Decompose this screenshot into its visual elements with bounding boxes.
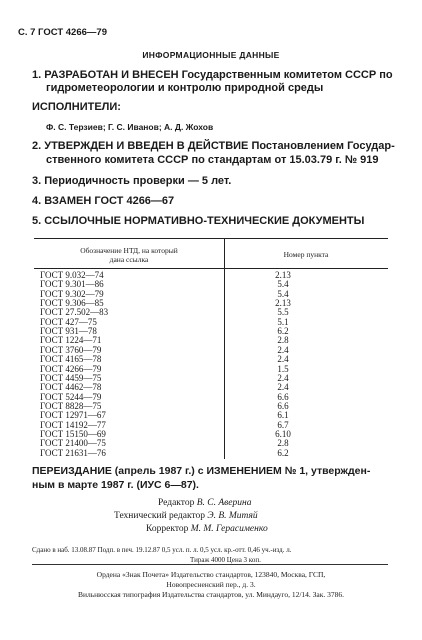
page-header: С. 7 ГОСТ 4266—79: [18, 27, 107, 38]
table-cell-doc: ГОСТ 427—75: [40, 316, 97, 327]
table-cell-point: 6.6: [277, 391, 289, 402]
table-cell-point: 6.1: [277, 410, 289, 421]
table-cell-point: 2.4: [277, 382, 289, 393]
table-cell-point: 1.5: [277, 363, 289, 374]
references-table: [34, 238, 388, 459]
table-cell-doc: ГОСТ 9.306—85: [40, 298, 104, 309]
section-1-line-2: гидрометеорологии и контролю природной среды: [46, 82, 324, 94]
section-5: 5. ССЫЛОЧНЫЕ НОРМАТИВНО-ТЕХНИЧЕСКИЕ ДОКУМЕНТЫ: [32, 215, 365, 227]
publisher-line-1: Ордена «Знак Почета» Издательство стандартов, 123840, Москва, ГСП,: [96, 570, 326, 579]
table-cell-doc: ГОСТ 4266—79: [40, 363, 102, 374]
table-cell-point: 2.4: [277, 354, 289, 365]
table-cell-doc: ГОСТ 27.502—83: [40, 307, 109, 318]
table-cell-doc: ГОСТ 9.032—74: [40, 270, 104, 280]
table-cell-doc: ГОСТ 3760—79: [40, 344, 102, 355]
executors-list: Ф. С. Терзиев; Г. С. Иванов; А. Д. Жохов: [46, 122, 214, 132]
table-cell-point: 2.4: [277, 344, 289, 355]
table-cell-point: 6.2: [277, 447, 289, 458]
table-cell-point: 6.10: [275, 428, 291, 439]
table-cell-doc: ГОСТ 14192—77: [40, 419, 106, 430]
table-top-rule: [34, 238, 388, 239]
table-header-point: Номер пункта: [283, 250, 329, 259]
table-cell-point: 5.5: [277, 307, 289, 318]
tech-editor-name: Э. В. Митяй: [207, 511, 258, 521]
table-row: [34, 448, 388, 458]
table-cell-doc: ГОСТ 9.301—86: [40, 279, 104, 290]
table-cell-point: 2.13: [275, 298, 291, 309]
table-cell-point: 5.1: [277, 316, 289, 327]
table-cell-point: 6.6: [277, 400, 289, 411]
table-header-doc-line-2: дана ссылка: [109, 255, 149, 264]
executors-label: ИСПОЛНИТЕЛИ:: [32, 101, 121, 113]
table-cell-doc: ГОСТ 21631—76: [40, 447, 106, 458]
table-cell-point: 6.2: [277, 326, 289, 337]
table-cell-point: 2.8: [277, 438, 289, 449]
tech-editor-label: Технический редактор: [114, 511, 205, 521]
table-cell-doc: ГОСТ 4462—78: [40, 382, 102, 393]
publisher-rule: [32, 564, 388, 565]
table-cell-doc: ГОСТ 21400—75: [40, 438, 106, 449]
tech-editor-credit: [114, 511, 258, 521]
editor-name: В. С. Аверина: [196, 498, 252, 508]
table-cell-point: 6.7: [277, 419, 289, 430]
table-cell-doc: ГОСТ 5244—79: [40, 391, 102, 402]
corrector-label: Корректор: [146, 524, 189, 534]
reprint-line-1: ПЕРЕИЗДАНИЕ (апрель 1987 г.) с ИЗМЕНЕНИЕМ № 1, утвержден-: [32, 465, 371, 477]
publisher-line-2: Новопресненский пер., д. 3.: [166, 580, 256, 589]
table-cell-doc: ГОСТ 12971—67: [40, 410, 106, 421]
corrector-name: М. М. Герасименко: [190, 524, 268, 534]
table-header-doc: [34, 246, 224, 264]
table-cell-point: 5.4: [277, 279, 289, 290]
table-cell-point: 2.13: [275, 270, 291, 280]
editor-credit: [158, 498, 251, 508]
table-header-rule: [34, 268, 388, 269]
imprint-line-2: Тираж 4000 Цена 3 коп.: [190, 556, 261, 564]
table-cell-point: 2.8: [277, 335, 289, 346]
info-title: ИНФОРМАЦИОННЫЕ ДАННЫЕ: [142, 50, 280, 60]
table-cell-point: 2.4: [277, 372, 289, 383]
table-cell-doc: ГОСТ 4459—75: [40, 372, 102, 383]
editor-label: Редактор: [158, 498, 195, 508]
section-3: 3. Периодичность проверки — 5 лет.: [32, 175, 232, 187]
table-cell-doc: ГОСТ 8828—75: [40, 400, 102, 411]
table-cell-doc: ГОСТ 15150—69: [40, 428, 106, 439]
reprint-line-2: ным в марте 1987 г. (ИУС 6—87).: [32, 479, 199, 491]
section-2-line-2: ственного комитета СССР по стандартам от 15.03.79 г. № 919: [46, 154, 379, 166]
table-cell-doc: ГОСТ 931—78: [40, 326, 97, 337]
section-4: 4. ВЗАМЕН ГОСТ 4266—67: [32, 195, 175, 207]
publisher-line-3: Вильнюсская типография Издательства стандартов, ул. Миндауго, 12/14. Зак. 3786.: [77, 590, 345, 599]
section-1-line-1: 1. РАЗРАБОТАН И ВНЕСЕН Государственным комитетом СССР по: [32, 69, 393, 81]
table-cell-doc: ГОСТ 9.302—79: [40, 288, 104, 299]
table-cell-point: 5.4: [277, 288, 289, 299]
section-2-line-1: 2. УТВЕРЖДЕН И ВВЕДЕН В ДЕЙСТВИЕ Постановлением Государ-: [32, 140, 395, 152]
imprint-line-1: Сдано в наб. 13.08.87 Подп. в печ. 19.12.87 0,5 усл. п. л. 0,5 усл. кр.-отт. 0,46 уч.-изд. л.: [32, 546, 292, 554]
corrector-credit: [146, 524, 268, 534]
table-cell-doc: ГОСТ 4165—78: [40, 354, 102, 365]
table-header-doc-line-1: Обозначение НТД, на который: [80, 246, 178, 255]
table-cell-doc: ГОСТ 1224—71: [40, 335, 102, 346]
